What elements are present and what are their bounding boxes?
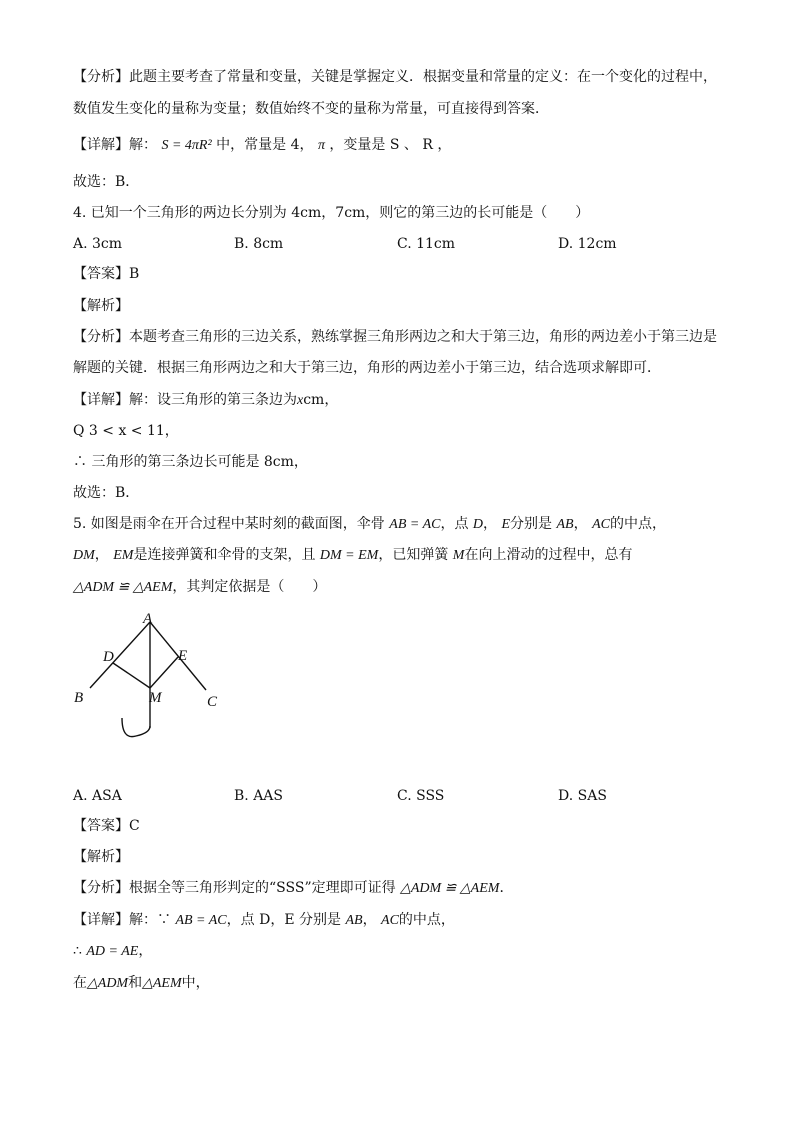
q4-inequality: Q 3 < x < 11， [73,423,179,439]
q5-stem-text: ， [483,516,498,532]
therefore-symbol: ∴ [73,943,82,959]
q5-math: △ADM ≌ △AEM [400,881,500,896]
q5-stem-line1 [73,514,666,535]
q5-answer: 【答案】C [73,818,140,834]
q4-option-a: A. 3cm [73,236,123,252]
q5-detail-text: ， [362,912,377,928]
q5-math: △AEM [142,976,182,991]
q5-analysis-text: 【分析】根据全等三角形判定的“ [73,880,277,896]
q5-math: DM [73,548,95,563]
q4-detail [73,390,338,411]
prev-detail-mid: 中，常量是 4， [216,137,314,153]
q5-detail-text: 的中点， [398,912,455,928]
q4-option-c: C. 11cm [397,236,456,252]
q5-in-text: 和 [128,975,143,991]
q5-math: D [472,517,484,532]
q5-math: DM = EM [319,548,379,563]
q5-analysis [73,878,513,899]
q4-answer: 【答案】B [73,266,140,282]
q5-stem-text: ，其判定依据是（ ） [172,579,327,595]
label-M: M [149,690,162,706]
q5-stem-line2 [73,545,632,566]
q4-option-b: B. 8cm [234,236,284,252]
q4-jiexi: 【解析】 [73,298,129,314]
q5-stem-text: ，已知弹簧 [378,547,449,563]
q5-math: M [452,548,465,563]
q5-stem-text: ， [573,516,588,532]
q5-option-a: A. ASA [73,788,122,804]
q5-math: E [501,517,511,532]
q5-in-triangles [73,973,210,994]
umbrella-figure [70,606,230,746]
q5-math: △ADM ≌ △AEM [73,580,173,595]
q5-math: AB [345,913,363,928]
q5-math: △ADM [87,976,129,991]
q5-stem-text: 的中点， [609,516,666,532]
q5-detail [73,910,455,931]
label-D: D [103,649,114,665]
q5-math: AC [592,517,610,532]
q4-option-d: D. 12cm [558,236,617,252]
rib-ab [90,622,150,688]
q4-detail-prefix: 【详解】解：设三角形的第三条边为 [73,392,297,408]
strut-em [150,657,178,688]
q5-math: AB = AC [389,517,441,532]
q4-conclusion: ∴ 三角形的第三条边长可能是 8cm， [73,454,308,470]
q4-analysis-line1: 【分析】本题考查三角形的三边关系，熟练掌握三角形两边之和大于第三边，角形的两边差小于第三边是 [73,329,717,345]
strut-dm [113,663,150,688]
q5-in-text: 在 [73,975,87,991]
q5-math: EM [113,548,134,563]
q5-stem-line3 [73,577,326,598]
prev-detail-line [73,135,451,156]
q5-analysis-text: ”定理即可证得 [304,880,396,896]
prev-detail-prefix: 【详解】解： [73,137,157,153]
q4-detail-suffix: cm， [303,392,339,408]
q5-stem-text: 在向上滑动的过程中，总有 [464,547,633,563]
q5-option-d: D. SAS [558,788,607,804]
q5-analysis-text: ． [499,880,514,896]
q5-detail-text: ，点 D，E 分别是 [226,912,341,928]
prev-analysis-line1: 【分析】此题主要考查了常量和变量，关键是掌握定义．根据变量和常量的定义：在一个变化的过程中， [73,69,717,85]
q5-math: AB = AC [175,913,227,928]
q5-math: AC [381,913,399,928]
q5-stem-text: 5. 如图是雨伞在开合过程中某时刻的截面图，伞骨 [73,516,385,532]
q5-option-c: C. SSS [397,788,445,804]
q4-analysis-line2: 解题的关键．根据三角形两边之和大于第三边，角形的两边差小于第三边，结合选项求解即可． [73,360,661,376]
q5-jiexi: 【解析】 [73,849,129,865]
q5-stem-text: ，点 [440,516,469,532]
prev-analysis-line2: 数值发生变化的量称为变量；数值始终不变的量称为常量，可直接得到答案． [73,101,549,117]
prev-formula: S = 4πR² [161,138,212,153]
label-A: A [143,611,153,627]
prev-pi: π [317,138,325,153]
q4-choice: 故选：B． [73,485,140,501]
q4-stem: 4. 已知一个三角形的两边长分别为 4cm，7cm，则它的第三边的长可能是（ ） [73,205,590,221]
handle [122,718,150,737]
prev-choice: 故选：B． [73,174,140,190]
q5-therefore [73,941,152,962]
label-B: B [74,690,84,706]
q5-math: AD = AE [86,944,139,959]
q5-stem-text: 分别是 [510,516,553,532]
q5-analysis-sss: SSS [276,880,305,896]
q5-stem-text: 是连接弹簧和伞骨的支架，且 [133,547,316,563]
q5-option-b: B. AAS [234,788,283,804]
prev-detail-end: ，变量是 S 、 R ， [329,137,452,153]
q4-detail-var: x [297,393,304,408]
label-C: C [207,694,218,710]
q5-math: AB [556,517,574,532]
label-E: E [178,648,188,664]
q5-detail-text: 【详解】解：∵ [73,912,171,928]
q5-stem-text: ， [94,547,109,563]
q5-therefore-end: ， [138,943,153,959]
q5-in-text: 中， [181,975,210,991]
